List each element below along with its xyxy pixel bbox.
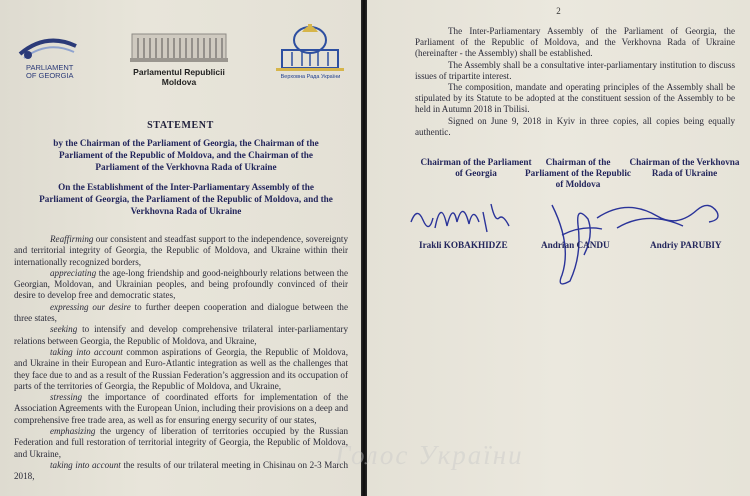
- parliament-of-georgia-logo: [10, 30, 85, 80]
- preamble-paragraph: Reaffirming our consistent and steadfast support to the independence, sovereignty and territorial integrity of Georgia, the Republic of Moldova, and Ukraine within their internationally recognized borders,: [14, 234, 348, 267]
- statement-subtitle-authors: by the Chairman of the Parliament of Georgia, the Chairman of the Parliament of the Republic of Moldova, and the Chairman of the Parliament of the Verkhovna Rada of Ukraine: [53, 138, 319, 172]
- signatory-name-ukraine: Andriy PARUBIY: [650, 240, 722, 250]
- parliament-of-moldova-logo: [118, 28, 240, 87]
- preamble-paragraph: emphasizing the urgency of liberation of territories occupied by the Russian Federation and full restoration of territorial integrity of Georgia, the Republic of Moldova, and Ukraine,: [14, 426, 348, 459]
- signatory-title-georgia: Chairman of the Parliament of Georgia: [420, 157, 532, 178]
- resolution-text: [415, 26, 735, 138]
- resolution-paragraph: The Inter-Parliamentary Assembly of the Parliament of Georgia, the Parliament of the Republic of Moldova, and the Verkhovna Rada of Ukraine (hereinafter - the Assembly) shall be established.: [415, 26, 735, 59]
- resolution-paragraph: The composition, mandate and operating principles of the Assembly shall be stipulated by its Statute to be adopted at the constituent session of the Assembly to be held in Autumn 2018 in Tbilisi.: [415, 82, 735, 115]
- signatory-title-moldova: Chairman of the Parliament of the Republic of Moldova: [525, 157, 631, 189]
- resolution-paragraph: The Assembly shall be a consultative inter-parliamentary institution to discuss issues of tripartite interest.: [415, 59, 735, 81]
- preamble-paragraph: taking into account the results of our trilateral meeting in Chisinau on 2-3 March 2018,: [14, 459, 348, 482]
- moldova-logo-label: Parlamentul Republicii Moldova: [133, 67, 225, 87]
- verkhovna-rada-logo: [268, 22, 353, 82]
- moldova-building-icon: [118, 28, 240, 64]
- watermark-golos-ukrainy: Голос України: [335, 440, 524, 470]
- page-right: [367, 0, 750, 496]
- preamble-paragraph: seeking to intensify and develop comprehensive trilateral inter-parliamentary relations between Georgia, the Republic of Moldova, and Ukraine,: [14, 324, 348, 346]
- signatory-name-georgia: Irakli KOBAKHIDZE: [419, 240, 508, 250]
- preamble-paragraph: stressing the importance of coordinated efforts for implementation of the Association Agreements with the European Union, including their provisions on a deep and comprehensive free trade area, as well as for ensuring energy security of our states,: [14, 392, 348, 425]
- logo-row: [0, 18, 361, 87]
- ukraine-logo-label: Верховна Рада України: [280, 74, 341, 80]
- preamble-paragraph: expressing our desire to further deepen cooperation and dialogue between the three states,: [14, 301, 348, 324]
- preamble-paragraph: taking into account common aspirations of Georgia, the Republic of Moldova, and Ukraine in their European and Euro-Atlantic integration as well as the challenges that they face due to and as a result of the Russian Federation’s aggression and its occupation of parts of the territories of Georgia, the Republic of Moldova, and Ukraine,: [14, 346, 348, 391]
- verkhovna-rada-building-icon: [268, 22, 353, 74]
- signatory-title-ukraine: Chairman of the Verkhovna Rada of Ukraine: [629, 157, 740, 178]
- statement-subtitle-topic: On the Establishment of the Inter-Parliamentary Assembly of the Parliament of Georgia, the Parliament of the Republic of Moldova, and the Verkhovna Rada of Ukraine: [39, 182, 333, 216]
- preamble-paragraph: appreciating the age-long friendship and good-neighbourly relations between the Georgian, Moldovan, and Ukrainian peoples, and being profoundly convinced of their desire to develop free and democratic states,: [14, 267, 348, 301]
- resolution-paragraph: Signed on June 9, 2018 in Kyiv in three copies, all copies being equally authentic.: [415, 115, 735, 137]
- page-left: [0, 0, 361, 496]
- signature-kobakhidze: [403, 192, 523, 247]
- statement-title: STATEMENT: [147, 120, 214, 131]
- georgia-emblem-icon: [10, 30, 85, 64]
- georgia-logo-line1: PARLIAMENT: [26, 63, 74, 72]
- signatory-name-moldova: Andrian CANDU: [541, 240, 610, 250]
- page-number: 2: [556, 6, 561, 16]
- preamble-text: [14, 234, 348, 483]
- signature-parubiy: [587, 188, 727, 248]
- georgia-logo-line2: OF GEORGIA: [26, 71, 74, 80]
